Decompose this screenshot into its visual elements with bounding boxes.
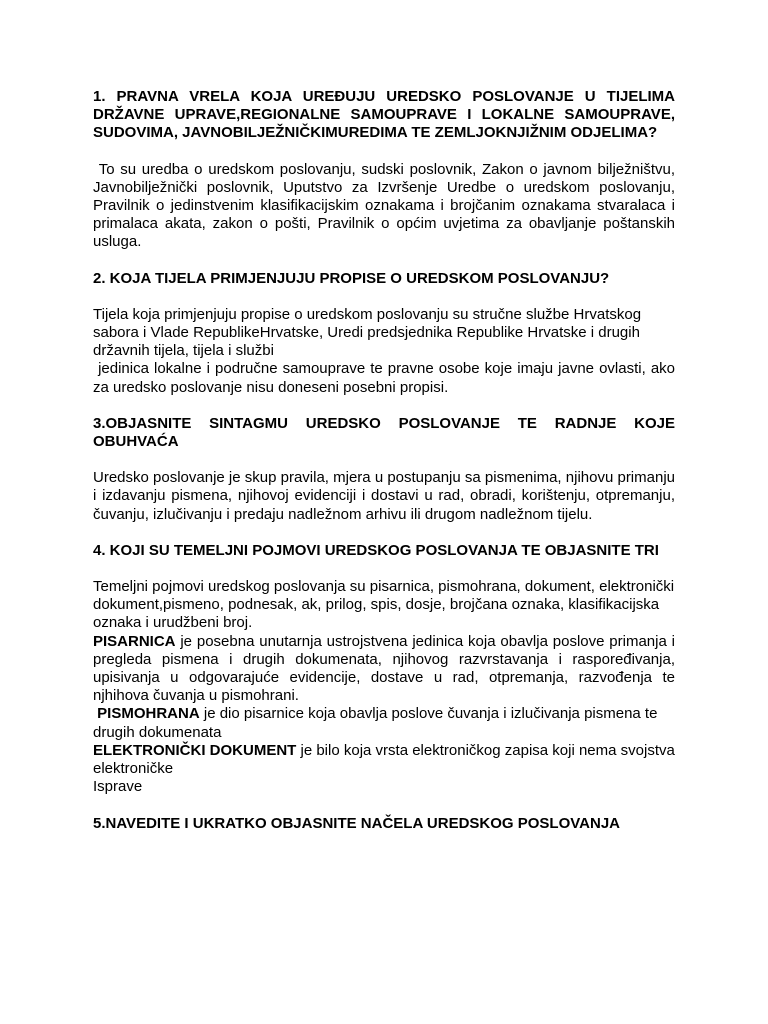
- document-body: [93, 88, 680, 833]
- question-4-intro: Temeljni pojmovi uredskog poslovanja su pisarnica, pismohrana, dokument, elektronički dokument,pismeno, podnesak, ak, prilog, spis, dosje, brojčana oznaka, klasifikacijska oznaka i urudžbeni broj.: [93, 578, 675, 632]
- question-4-heading: 4. KOJI SU TEMELJNI POJMOVI UREDSKOG POSLOVANJA TE OBJASNITE TRI: [93, 541, 659, 559]
- question-1-heading: 1. PRAVNA VRELA KOJA UREĐUJU UREDSKO POSLOVANJE U TIJELIMA DRŽAVNE UPRAVE,REGIONALNE SAMOUPRAVE I LOKALNE SAMOUPRAVE, SUDOVIMA, JAVNOBILJEŽNIČKIMUREDIMA TE ZEMLJOKNJIŽNIM ODJELIMA?: [93, 88, 675, 142]
- question-2-answer-part1: Tijela koja primjenjuju propise o uredskom poslovanju su stručne službe Hrvatskog sabora i Vlade RepublikeHrvatske, Uredi predsjednika Republike Hrvatske i drugih državnih tijela, tijela i službi: [93, 305, 642, 360]
- definition-elektronicki-dokument: je bilo koja vrsta elektroničkog zapisa koji nema svojstva elektroničke: [93, 741, 680, 778]
- term-pismohrana: PISMOHRANA: [93, 705, 200, 723]
- question-5-heading: 5.NAVEDITE I UKRATKO OBJASNITE NAČELA UREDSKOG POSLOVANJA: [93, 814, 620, 832]
- question-3-heading: 3.OBJASNITE SINTAGMU UREDSKO POSLOVANJE TE RADNJE KOJE OBUHVAĆA: [93, 414, 675, 451]
- question-1-answer: To su uredba o uredskom poslovanju, sudski poslovnik, Zakon o javnom bilježništvu, Javnobilježnički poslovnik, Uputstvo za Izvršenje Uredbe o uredskom poslovanju, Pravilnik o jedinstvenim klasifikacijskim oznakama i brojčanim oznakama stvaralaca i primalaca akata, zakon o pošti, Pravilnik o općim uvjetima za obavljanje poštanskih usluga.: [93, 160, 680, 251]
- definition-pismohrana: je dio pisarnice koja obavlja poslove čuvanja i izlučivanja pismena te drugih dokumenata: [93, 705, 662, 741]
- definition-pisarnica: je posebna unutarnja ustrojstvena jedinica koja obavlja poslove primanja i pregleda pismena i drugih dokumenata, njihovog razvrstavanja i raspoređivanja, upisivanja u odgovarajuće evidencije, dostave u rad, otpremanja, razvođenja te njhihova čuvanja u pismohrani.: [93, 632, 680, 705]
- question-4-term-pisarnica: [93, 632, 680, 706]
- term-elektronicki-dokument: ELEKTRONIČKI DOKUMENT: [93, 741, 297, 759]
- question-4-term-pismohrana: [93, 705, 675, 741]
- question-2-answer-part2: jedinica lokalne i područne samouprave te pravne osobe koje imaju javne ovlasti, ako za uredsko poslovanje nisu doneseni posebni propisi.: [93, 360, 680, 396]
- term-pisarnica: PISARNICA: [93, 632, 176, 650]
- question-3-answer: Uredsko poslovanje je skup pravila, mjera u postupanju sa pismenima, njihovu primanju i izdavanju pismena, njihovoj evidenciji i dostavi u rad, obradi, korištenju, otpremanju, čuvanju, izlučivanju i predaju nadležnom arhivu ili drugom nadležnom tijelu.: [93, 469, 675, 523]
- question-2-heading: 2. KOJA TIJELA PRIMJENJUJU PROPISE O UREDSKOM POSLOVANJU?: [93, 269, 610, 287]
- definition-elektronicki-tail: Isprave: [93, 778, 143, 796]
- question-4-term-elektronicki: [93, 741, 680, 778]
